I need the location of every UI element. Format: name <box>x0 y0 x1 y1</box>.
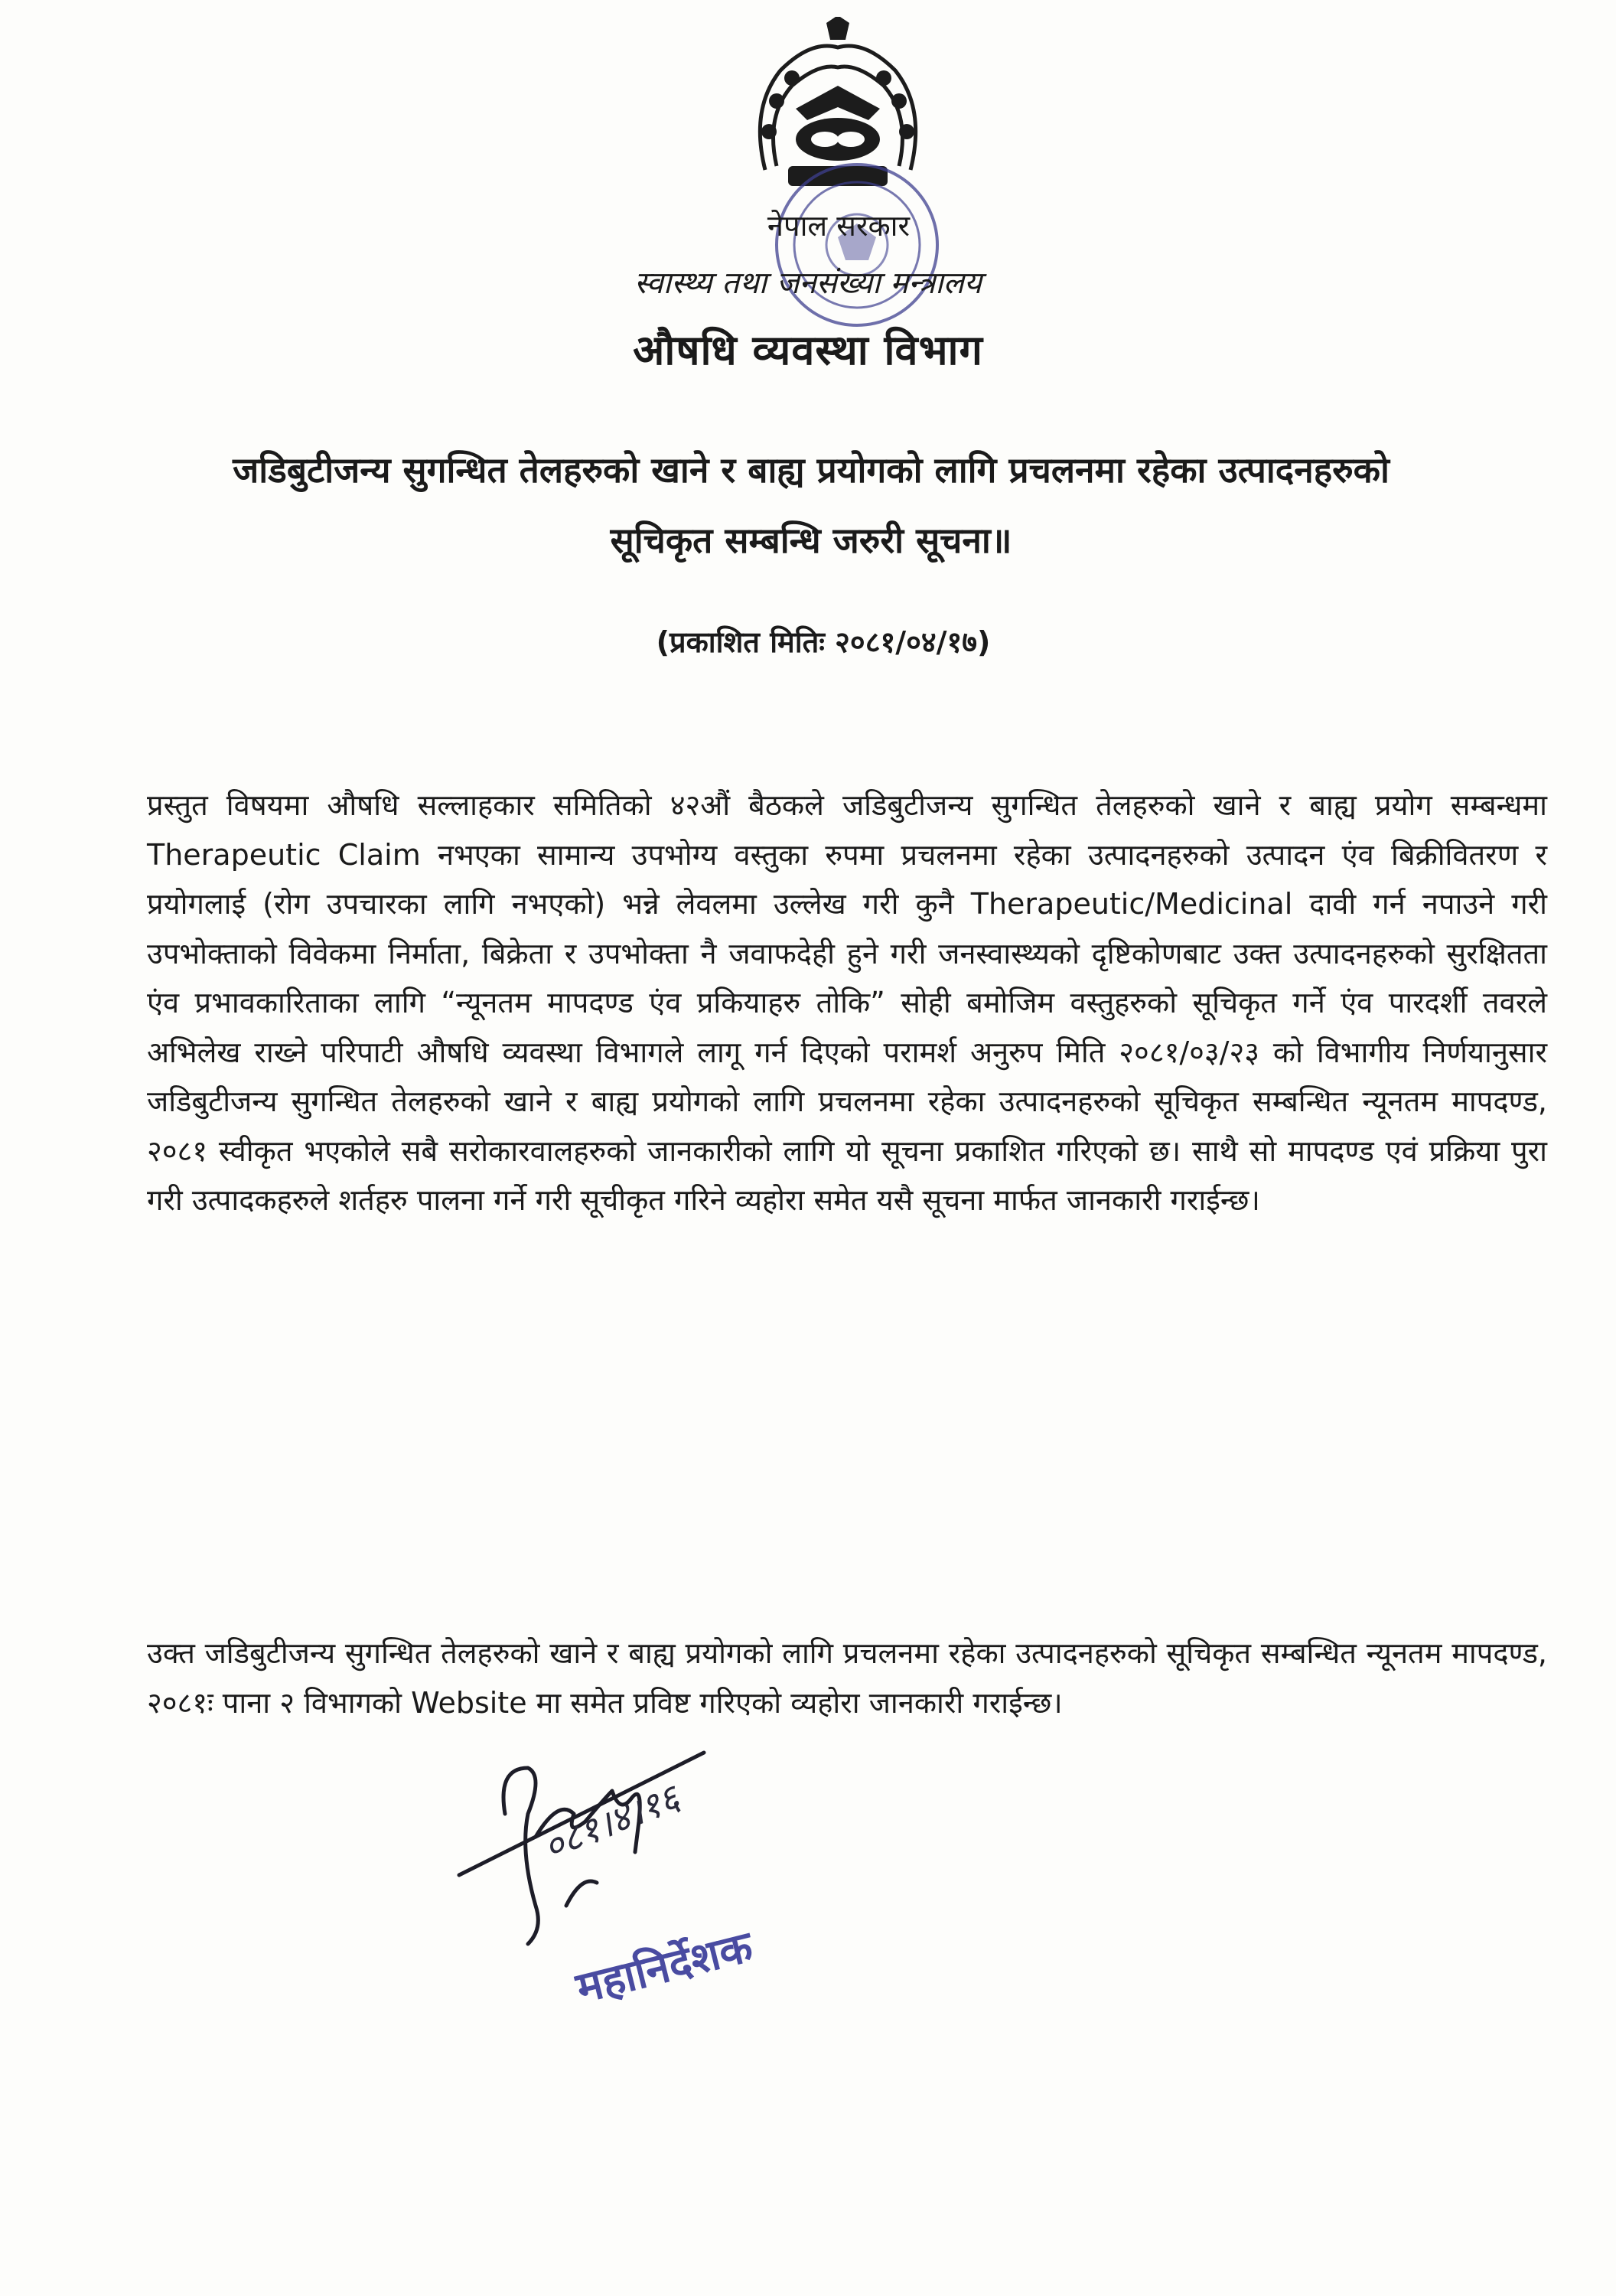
department-name: औषधि व्यवस्था विभाग <box>633 325 983 374</box>
notice-title <box>138 435 1484 576</box>
ministry-name: स्वास्थ्य तथा जनसंख्या मन्त्रालय <box>634 266 982 301</box>
government-name: नेपाल सरकार <box>767 209 911 243</box>
body-paragraph-2: उक्त जडिबुटीजन्य सुगन्धित तेलहरुको खाने र बाह्य प्रयोगको लागि प्रचलनमा रहेका उत्पादनहरुको सूचिकृत सम्बन्धित न्यूनतम मापदण्ड, २०८१ः पाना २ विभागको Website मा समेत प्रविष्ट गरिएको व्यहोरा जानकारी गराईन्छ। <box>147 1636 1547 1720</box>
body-paragraph-1: प्रस्तुत विषयमा औषधि सल्लाहकार समितिको ४२औं बैठकले जडिबुटीजन्य सुगन्धित तेलहरुको खाने र बाह्य प्रयोग सम्बन्धमा Therapeutic Claim नभएका सामान्य उपभोग्य वस्तुका रुपमा प्रचलनमा रहेका उत्पादनहरुको उत्पादन एंव बिक्रीवितरण र प्रयोगलाई (रोग उपचारका लागि नभएको) भन्ने लेवलमा उल्लेख गरी कुनै Therapeutic/Medicinal दावी गर्न नपाउने गरी उपभोक्ताको विवेकमा निर्माता, बिक्रेता र उपभोक्ता नै जवाफदेही हुने गरी जनस्वास्थ्यको दृष्टिकोणबाट उक्त उत्पादनहरुको सुरक्षितता एंव प्रभावकारिताका लागि “न्यूनतम मापदण्ड एंव प्रकियाहरु तोकि” सोही बमोजिम वस्तुहरुको सूचिकृत गर्ने एंव पारदर्शी तवरले अभिलेख राख्ने परिपाटी औषधि व्यवस्था विभागले लागू गर्न दिएको परामर्श अनुरुप मिति २०८१/०३/२३ को विभागीय निर्णयानुसार जडिबुटीजन्य सुगन्धित तेलहरुको खाने र बाह्य प्रयोगको लागि प्रचलनमा रहेका उत्पादनहरुको सूचिकृत सम्बन्धित न्यूनतम मापदण्ड, २०८१ स्वीकृत भएकोले सबै सरोकारवालहरुको जानकारीको लागि यो सूचना प्रकाशित गरिएको छ। साथै सो मापदण्ड एवं प्रक्रिया पुरा गरी उत्पादकहरुले शर्तहरु पालना गर्ने गरी सूचीकृत गरिने व्यहोरा समेत यसै सूचना मार्फत जानकारी गराईन्छ। <box>147 788 1547 1217</box>
notice-title-line-2: सूचिकृत सम्बन्धि जरुरी सूचना॥ <box>610 520 1012 561</box>
designation-stamp: महानिर्देशक <box>571 1922 758 2014</box>
published-date: (प्रकाशित मितिः २०८१/०४/१७) <box>656 625 991 659</box>
signature-date: ०८१।४।१६ <box>537 1776 686 1870</box>
office-round-stamp-icon <box>765 153 949 337</box>
notice-title-line-1: जडिबुटीजन्य सुगन्धित तेलहरुको खाने र बाह्य प्रयोगको लागि प्रचलनमा रहेका उत्पादनहरुको <box>233 449 1390 491</box>
